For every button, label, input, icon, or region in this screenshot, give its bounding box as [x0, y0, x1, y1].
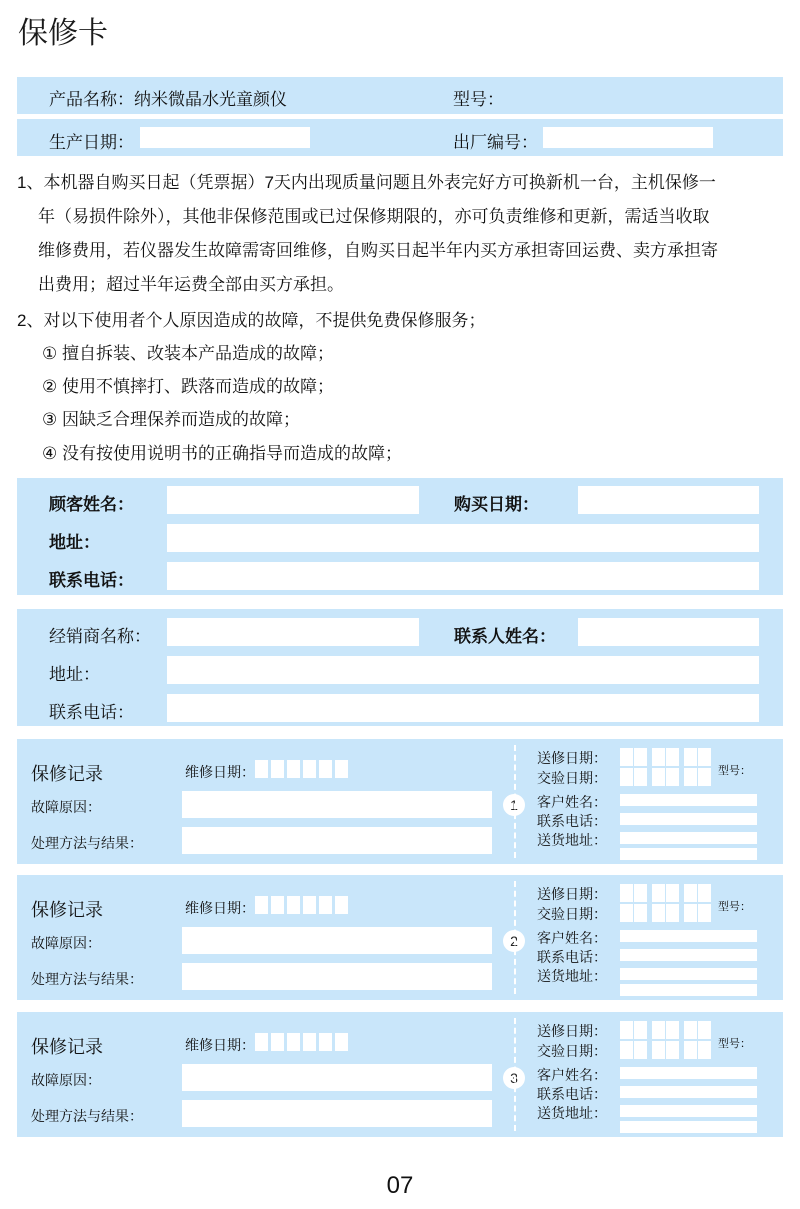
check-date-label: 交验日期： — [537, 770, 607, 786]
customer-address-label: 地址： — [49, 533, 100, 552]
send-date-cell[interactable] — [620, 884, 633, 902]
record-address-field[interactable] — [620, 1105, 757, 1117]
send-date-cell[interactable] — [698, 884, 711, 902]
production-date-label: 生产日期： — [49, 133, 134, 152]
repair-date-cell[interactable] — [319, 760, 332, 778]
send-date-cell[interactable] — [652, 884, 665, 902]
record-model-label: 型号： — [718, 765, 751, 777]
customer-block — [17, 478, 783, 595]
dealer-name-label: 经销商名称： — [49, 627, 151, 646]
check-date-cell[interactable] — [634, 904, 647, 922]
cust-name-label: 客户姓名： — [537, 930, 607, 946]
record-phone-field[interactable] — [620, 1086, 757, 1098]
dealer-block — [17, 609, 783, 726]
check-date-label: 交验日期： — [537, 1043, 607, 1059]
customer-address-field[interactable] — [167, 524, 759, 552]
model-label: 型号： — [453, 90, 504, 109]
product-band — [17, 77, 783, 114]
fault-label: 故障原因： — [31, 1072, 101, 1088]
check-date-cell[interactable] — [684, 1041, 697, 1059]
repair-date-label: 维修日期： — [185, 1037, 255, 1053]
repair-record-1 — [17, 739, 783, 864]
repair-date-cell[interactable] — [271, 896, 284, 914]
send-date-cell[interactable] — [634, 748, 647, 766]
customer-phone-field[interactable] — [167, 562, 759, 590]
record-phone-field[interactable] — [620, 813, 757, 825]
record-number-badge: 3 — [503, 1067, 525, 1089]
send-date-label: 送修日期： — [537, 886, 607, 902]
send-date-cell[interactable] — [652, 748, 665, 766]
dealer-phone-label: 联系电话： — [49, 703, 134, 722]
record-phone-field[interactable] — [620, 949, 757, 961]
contact-name-field[interactable] — [578, 618, 759, 646]
send-date-cell[interactable] — [666, 884, 679, 902]
check-date-cell[interactable] — [652, 904, 665, 922]
customer-name-label: 顾客姓名： — [49, 495, 134, 514]
handling-field[interactable] — [182, 827, 492, 854]
dealer-phone-field[interactable] — [167, 694, 759, 722]
serial-label: 出厂编号： — [453, 133, 538, 152]
repair-date-cell[interactable] — [303, 1033, 316, 1051]
record-number-badge: 2 — [503, 930, 525, 952]
check-date-cell[interactable] — [652, 768, 665, 786]
check-date-cell[interactable] — [684, 768, 697, 786]
fault-field[interactable] — [182, 791, 492, 818]
repair-date-cell[interactable] — [255, 760, 268, 778]
send-date-cell[interactable] — [684, 1021, 697, 1039]
check-date-cell[interactable] — [666, 904, 679, 922]
check-date-cell[interactable] — [684, 904, 697, 922]
repair-date-cell[interactable] — [287, 760, 300, 778]
handling-label: 处理方法与结果： — [31, 835, 143, 851]
check-date-cell[interactable] — [666, 768, 679, 786]
repair-date-cell[interactable] — [335, 896, 348, 914]
repair-date-cell[interactable] — [271, 760, 284, 778]
term-item-2: ② 使用不慎摔打、跌落而造成的故障； — [42, 377, 334, 396]
record-model-label: 型号： — [718, 901, 751, 913]
term-item-1: ① 擅自拆装、改装本产品造成的故障； — [42, 344, 334, 363]
record-model-label: 型号： — [718, 1038, 751, 1050]
term-1-line-2: 年（易损件除外），其他非保修范围或已过保修期限的，亦可负责维修和更新，需适当收取 — [38, 207, 710, 226]
handling-field[interactable] — [182, 963, 492, 990]
record-phone-label: 联系电话： — [537, 813, 607, 829]
check-date-cell[interactable] — [620, 768, 633, 786]
repair-record-2 — [17, 875, 783, 1000]
repair-date-cell[interactable] — [255, 896, 268, 914]
record-address-field[interactable] — [620, 968, 757, 980]
send-date-cell[interactable] — [634, 1021, 647, 1039]
record-address-field[interactable] — [620, 832, 757, 844]
send-date-cell[interactable] — [698, 748, 711, 766]
send-date-cell[interactable] — [620, 1021, 633, 1039]
send-date-cell[interactable] — [684, 748, 697, 766]
check-date-cell[interactable] — [698, 904, 711, 922]
dealer-name-field[interactable] — [167, 618, 419, 646]
repair-date-cell[interactable] — [287, 896, 300, 914]
handling-label: 处理方法与结果： — [31, 971, 143, 987]
repair-date-cell[interactable] — [287, 1033, 300, 1051]
record-address-field-2[interactable] — [620, 1121, 757, 1133]
fault-label: 故障原因： — [31, 935, 101, 951]
term-1-line-1: 1、本机器自购买日起（凭票据）7天内出现质量问题且外表完好方可换新机一台，主机保修一 — [17, 173, 716, 192]
repair-date-cell[interactable] — [303, 760, 316, 778]
record-address-field-2[interactable] — [620, 984, 757, 996]
serial-field[interactable] — [543, 127, 713, 148]
term-1-line-3: 维修费用，若仪器发生故障需寄回维修，自购买日起半年内买方承担寄回运费、卖方承担寄 — [38, 241, 718, 260]
dashed-divider — [514, 881, 516, 994]
record-title: 保修记录 — [31, 764, 103, 784]
check-date-cell[interactable] — [666, 1041, 679, 1059]
dashed-divider — [514, 745, 516, 858]
term-item-3: ③ 因缺乏合理保养而造成的故障； — [42, 410, 300, 429]
dealer-address-field[interactable] — [167, 656, 759, 684]
dashed-divider — [514, 1018, 516, 1131]
fault-field[interactable] — [182, 1064, 492, 1091]
repair-date-cell[interactable] — [255, 1033, 268, 1051]
dealer-address-label: 地址： — [49, 665, 100, 684]
send-date-cell[interactable] — [666, 1021, 679, 1039]
record-address-field-2[interactable] — [620, 848, 757, 860]
send-date-label: 送修日期： — [537, 1023, 607, 1039]
production-band — [17, 119, 783, 156]
production-date-field[interactable] — [140, 127, 310, 148]
repair-date-cell[interactable] — [319, 1033, 332, 1051]
record-number-badge: 1 — [503, 794, 525, 816]
send-date-cell[interactable] — [698, 1021, 711, 1039]
product-name-label: 产品名称：纳米微晶水光童颜仪 — [49, 90, 287, 109]
fault-field[interactable] — [182, 927, 492, 954]
repair-date-label: 维修日期： — [185, 764, 255, 780]
repair-record-3 — [17, 1012, 783, 1137]
send-date-cell[interactable] — [684, 884, 697, 902]
send-date-label: 送修日期： — [537, 750, 607, 766]
check-date-cell[interactable] — [652, 1041, 665, 1059]
customer-name-field[interactable] — [167, 486, 419, 514]
cust-name-field[interactable] — [620, 1067, 757, 1079]
send-date-cell[interactable] — [620, 748, 633, 766]
term-1-line-4: 出费用；超过半年运费全部由买方承担。 — [38, 275, 344, 294]
record-phone-label: 联系电话： — [537, 949, 607, 965]
repair-date-label: 维修日期： — [185, 900, 255, 916]
check-date-label: 交验日期： — [537, 906, 607, 922]
contact-name-label: 联系人姓名： — [454, 627, 556, 646]
fault-label: 故障原因： — [31, 799, 101, 815]
repair-date-cell[interactable] — [335, 1033, 348, 1051]
send-date-cell[interactable] — [666, 748, 679, 766]
check-date-cell[interactable] — [698, 1041, 711, 1059]
purchase-date-field[interactable] — [578, 486, 759, 514]
check-date-cell[interactable] — [620, 904, 633, 922]
check-date-cell[interactable] — [698, 768, 711, 786]
repair-date-cell[interactable] — [303, 896, 316, 914]
send-date-cell[interactable] — [634, 884, 647, 902]
customer-phone-label: 联系电话： — [49, 571, 134, 590]
repair-date-cell[interactable] — [319, 896, 332, 914]
check-date-cell[interactable] — [634, 768, 647, 786]
record-address-label: 送货地址： — [537, 832, 607, 848]
cust-name-label: 客户姓名： — [537, 794, 607, 810]
term-2: 2、对以下使用者个人原因造成的故障，不提供免费保修服务； — [17, 311, 486, 330]
cust-name-field[interactable] — [620, 794, 757, 806]
send-date-cell[interactable] — [652, 1021, 665, 1039]
cust-name-field[interactable] — [620, 930, 757, 942]
handling-field[interactable] — [182, 1100, 492, 1127]
record-title: 保修记录 — [31, 1037, 103, 1057]
record-phone-label: 联系电话： — [537, 1086, 607, 1102]
record-address-label: 送货地址： — [537, 968, 607, 984]
record-title: 保修记录 — [31, 900, 103, 920]
cust-name-label: 客户姓名： — [537, 1067, 607, 1083]
purchase-date-label: 购买日期： — [454, 495, 539, 514]
record-address-label: 送货地址： — [537, 1105, 607, 1121]
handling-label: 处理方法与结果： — [31, 1108, 143, 1124]
repair-date-cell[interactable] — [335, 760, 348, 778]
check-date-cell[interactable] — [620, 1041, 633, 1059]
check-date-cell[interactable] — [634, 1041, 647, 1059]
page-title: 保修卡 — [18, 17, 108, 50]
term-item-4: ④ 没有按使用说明书的正确指导而造成的故障； — [42, 444, 402, 463]
repair-date-cell[interactable] — [271, 1033, 284, 1051]
page-number: 07 — [386, 1172, 414, 1199]
